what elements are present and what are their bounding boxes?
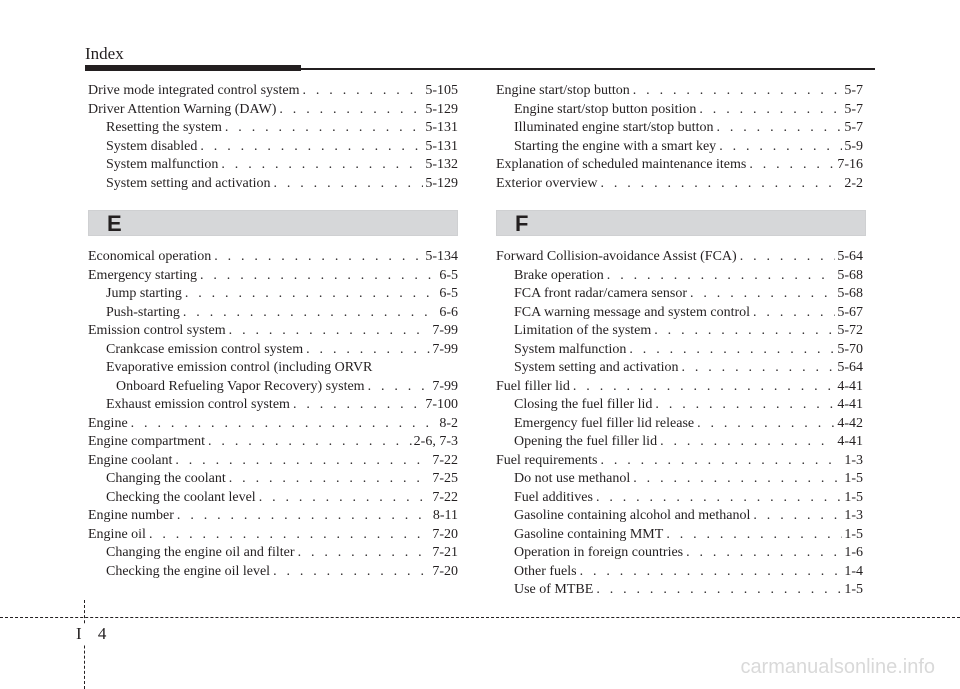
- index-entry-page: 1-5: [844, 471, 863, 486]
- index-entry-page: 7-21: [432, 545, 458, 560]
- dot-leader: [600, 452, 842, 471]
- dot-leader: [306, 341, 430, 360]
- index-entry-page: 5-64: [837, 360, 863, 375]
- index-entry-text: Driver Attention Warning (DAW): [88, 101, 277, 117]
- index-entry: [88, 175, 458, 194]
- index-entry: [496, 452, 863, 471]
- dot-leader: [716, 119, 842, 138]
- index-entry: [88, 101, 458, 120]
- dot-leader: [719, 138, 842, 157]
- index-entry-text: Illuminated engine start/stop button: [514, 120, 714, 135]
- index-entry-text: System malfunction: [514, 341, 627, 357]
- footer-crop-line-vertical: [84, 600, 85, 689]
- index-entry-page: 5-7: [844, 101, 863, 117]
- index-entry-text: Emergency fuel filler lid release: [514, 415, 695, 431]
- index-entry-page: 5-64: [837, 249, 863, 264]
- index-entry: [496, 433, 863, 452]
- index-entry-text: Forward Collision-avoidance Assist (FCA): [496, 249, 737, 264]
- dot-leader: [753, 304, 835, 323]
- index-entry-page: 4-41: [837, 434, 863, 449]
- index-entry-page: 6-6: [439, 304, 458, 320]
- dot-leader: [225, 119, 423, 138]
- index-entry-text: Gasoline containing alcohol and methanol: [514, 508, 751, 523]
- index-entry-text: Exterior overview: [496, 175, 598, 191]
- index-entry-page: 5-68: [837, 267, 863, 283]
- index-entry: [496, 138, 863, 157]
- index-entry: [88, 267, 458, 286]
- header-rule-thick: [85, 65, 301, 71]
- index-entry: [88, 285, 458, 304]
- dot-leader: [279, 101, 423, 120]
- dot-leader: [177, 507, 431, 526]
- index-entry-text: Fuel filler lid: [496, 378, 570, 394]
- dot-leader: [633, 82, 843, 101]
- index-entry-text: Changing the engine oil and filter: [106, 545, 295, 560]
- index-entry-page: 1-3: [844, 452, 863, 468]
- dot-leader: [596, 581, 842, 600]
- dot-leader: [259, 489, 431, 508]
- index-column-right-top: [496, 82, 863, 193]
- index-entry-page: 2-2: [844, 175, 863, 191]
- section-letter-f: F: [515, 211, 529, 236]
- dot-leader: [655, 396, 835, 415]
- index-entry-page: 7-16: [837, 157, 863, 172]
- index-entry-text: Economical operation: [88, 249, 212, 264]
- dot-leader: [214, 248, 423, 267]
- dot-leader: [660, 433, 835, 452]
- index-entry: [88, 248, 458, 267]
- index-entry-text: Checking the coolant level: [106, 489, 256, 505]
- index-entry: [496, 415, 863, 434]
- index-entry-text: Do not use methanol: [514, 471, 631, 486]
- index-entry-page: 1-3: [844, 508, 863, 523]
- index-entry-page: 8-11: [432, 508, 458, 523]
- dot-leader: [607, 267, 836, 286]
- dot-leader: [697, 415, 835, 434]
- dot-leader: [633, 470, 842, 489]
- watermark-text: carmanualsonline.info: [740, 656, 935, 678]
- index-entry-page: 5-134: [425, 249, 458, 264]
- index-entry-page: 7-99: [432, 341, 458, 357]
- index-entry: [496, 119, 863, 138]
- index-entry-page: 5-7: [844, 120, 863, 135]
- index-entry: [88, 489, 458, 508]
- dot-leader: [686, 544, 842, 563]
- index-entry: [496, 581, 863, 600]
- page-header-title: Index: [85, 44, 124, 63]
- index-entry-text: FCA warning message and system control: [514, 304, 751, 320]
- index-entry-page: 7-100: [425, 397, 458, 412]
- dot-leader: [740, 248, 836, 267]
- index-entry: [88, 138, 458, 157]
- index-entry-text: Fuel additives: [514, 489, 593, 505]
- dot-leader: [293, 396, 423, 415]
- dot-leader: [303, 82, 424, 101]
- index-entry: [496, 322, 863, 341]
- index-entry-page: 5-131: [425, 138, 458, 154]
- index-entry-page: 6-5: [439, 286, 458, 301]
- index-entry-text: Engine number: [88, 508, 174, 523]
- index-entry: [88, 452, 458, 471]
- index-entry-text: System disabled: [106, 138, 198, 154]
- index-entry-page: 7-20: [432, 563, 458, 579]
- index-entry-page: 1-5: [844, 526, 863, 542]
- index-entry-text: Limitation of the system: [514, 323, 652, 338]
- dot-leader: [175, 452, 430, 471]
- index-entry: [88, 563, 458, 582]
- index-entry-page: 4-41: [837, 397, 863, 412]
- index-entry: [88, 304, 458, 323]
- index-entry-page: 1-5: [844, 582, 863, 597]
- index-entry: [88, 378, 458, 397]
- index-entry: [496, 341, 863, 360]
- index-entry: [496, 489, 863, 508]
- index-entry-text: Other fuels: [514, 563, 577, 579]
- index-entry: [496, 359, 863, 378]
- index-entry-page: 5-129: [425, 101, 458, 117]
- index-entry-text: Starting the engine with a smart key: [514, 138, 717, 154]
- index-entry-page: 4-41: [837, 378, 863, 394]
- index-entry-text: System malfunction: [106, 157, 219, 172]
- index-entry: [88, 544, 458, 563]
- index-entry: [88, 433, 458, 452]
- index-entry-page: 5-72: [837, 323, 863, 338]
- dot-leader: [699, 101, 842, 120]
- index-entry-page: 5-129: [425, 175, 458, 191]
- index-entry: [496, 248, 863, 267]
- index-entry-text: Emergency starting: [88, 267, 197, 283]
- index-entry-text: System setting and activation: [106, 175, 271, 191]
- dot-leader: [221, 156, 423, 175]
- index-entry: [88, 396, 458, 415]
- page-number: I 4: [76, 624, 113, 643]
- index-entry-text: Exhaust emission control system: [106, 397, 290, 412]
- index-entry-text: Operation in foreign countries: [514, 545, 684, 560]
- index-entry-page: 7-99: [432, 323, 458, 338]
- index-entry-page: 4-42: [837, 415, 863, 431]
- index-entry-page: 5-105: [425, 83, 458, 98]
- dot-leader: [183, 304, 437, 323]
- dot-leader: [273, 175, 423, 194]
- dot-leader: [229, 470, 431, 489]
- index-entry-page: 5-70: [837, 341, 863, 357]
- index-entry-page: 7-25: [432, 471, 458, 486]
- index-entry-page: 7-22: [432, 489, 458, 505]
- index-entry-text: System setting and activation: [514, 360, 679, 375]
- index-entry: [496, 101, 863, 120]
- index-entry-text: Onboard Refueling Vapor Recovery) system: [116, 378, 365, 394]
- index-entry-text: Closing the fuel filler lid: [514, 397, 653, 412]
- index-entry: [496, 396, 863, 415]
- index-entry: [88, 341, 458, 360]
- index-entry-page: 2-6, 7-3: [413, 434, 458, 449]
- index-entry: [88, 507, 458, 526]
- index-entry-page: 5-7: [844, 83, 863, 98]
- index-entry-text: Resetting the system: [106, 120, 222, 135]
- index-entry: [496, 304, 863, 323]
- index-entry: [496, 267, 863, 286]
- index-entry-page: 7-22: [432, 452, 458, 468]
- index-entry-text: Crankcase emission control system: [106, 341, 304, 357]
- index-entry-text: Fuel requirements: [496, 452, 598, 468]
- index-entry-page: 7-99: [432, 378, 458, 394]
- index-entry-page: 8-2: [439, 415, 458, 431]
- index-entry-text: Jump starting: [106, 286, 182, 301]
- index-entry-text: Use of MTBE: [514, 582, 594, 597]
- dot-leader: [149, 526, 430, 545]
- dot-leader: [596, 489, 842, 508]
- index-entry-text: Drive mode integrated control system: [88, 83, 300, 98]
- index-entry-text: FCA front radar/camera sensor: [514, 286, 687, 301]
- footer-crop-line-horizontal: [0, 617, 960, 618]
- index-entry-page: 1-6: [844, 545, 863, 560]
- index-entry-text: Engine compartment: [88, 434, 206, 449]
- dot-leader: [208, 433, 412, 452]
- index-entry-text: Push-starting: [106, 304, 180, 320]
- dot-leader: [185, 285, 437, 304]
- dot-leader: [681, 359, 835, 378]
- dot-leader: [200, 138, 423, 157]
- dot-leader: [600, 175, 842, 194]
- index-entry: [496, 507, 863, 526]
- index-entry-page: 5-67: [837, 304, 863, 320]
- dot-leader: [690, 285, 835, 304]
- dot-leader: [629, 341, 835, 360]
- index-entry: [496, 526, 863, 545]
- dot-leader: [298, 544, 431, 563]
- index-column-left-top: [88, 82, 458, 193]
- index-entry-text: Engine coolant: [88, 452, 173, 468]
- index-entry-text: Engine: [88, 415, 128, 431]
- section-bar-e: [88, 210, 458, 236]
- dot-leader: [368, 378, 431, 397]
- index-entry-text: Changing the coolant: [106, 471, 226, 486]
- dot-leader: [753, 507, 842, 526]
- index-entry-text: Opening the fuel filler lid: [514, 434, 658, 449]
- index-entry: [496, 544, 863, 563]
- index-entry: [496, 378, 863, 397]
- index-entry: [88, 470, 458, 489]
- index-entry: [88, 82, 458, 101]
- index-entry: [496, 285, 863, 304]
- index-entry-page: 7-20: [432, 526, 458, 542]
- dot-leader: [666, 526, 842, 545]
- index-entry: [496, 563, 863, 582]
- index-entry-text: Emission control system: [88, 323, 226, 338]
- index-column-left-bottom: [88, 248, 458, 581]
- index-entry: [496, 82, 863, 101]
- index-entry: [88, 415, 458, 434]
- index-entry: [88, 526, 458, 545]
- index-entry-page: 1-4: [844, 563, 863, 579]
- index-entry-text: Gasoline containing MMT: [514, 526, 664, 542]
- section-bar-f: [496, 210, 866, 236]
- dot-leader: [573, 378, 835, 397]
- index-entry: [496, 175, 863, 194]
- index-entry-text: Engine start/stop button position: [514, 101, 697, 117]
- index-entry-page: 5-132: [425, 157, 458, 172]
- dot-leader: [200, 267, 437, 286]
- index-entry: [496, 156, 863, 175]
- dot-leader: [131, 415, 438, 434]
- index-entry-page: 1-5: [844, 489, 863, 505]
- index-entry-page: 5-68: [837, 286, 863, 301]
- index-entry: [88, 156, 458, 175]
- index-entry: [496, 470, 863, 489]
- index-entry-text: Engine oil: [88, 526, 146, 542]
- index-entry-text: Evaporative emission control (including ORVR: [106, 360, 373, 375]
- index-entry-page: 5-131: [425, 120, 458, 135]
- index-entry-text: Engine start/stop button: [496, 83, 630, 98]
- dot-leader: [654, 322, 835, 341]
- index-entry: [88, 119, 458, 138]
- index-entry-text: Checking the engine oil level: [106, 563, 271, 579]
- index-entry: [88, 322, 458, 341]
- index-entry-page: 6-5: [439, 267, 458, 283]
- dot-leader: [273, 563, 430, 582]
- header-rule-thin: [301, 68, 875, 70]
- index-entry-text: Explanation of scheduled maintenance items: [496, 157, 747, 172]
- dot-leader: [749, 156, 835, 175]
- dot-leader: [229, 322, 431, 341]
- index-column-right-bottom: [496, 248, 863, 600]
- section-letter-e: E: [107, 211, 122, 236]
- index-entry-text: Brake operation: [514, 267, 604, 283]
- index-entry-page: 5-9: [844, 138, 863, 154]
- dot-leader: [580, 563, 843, 582]
